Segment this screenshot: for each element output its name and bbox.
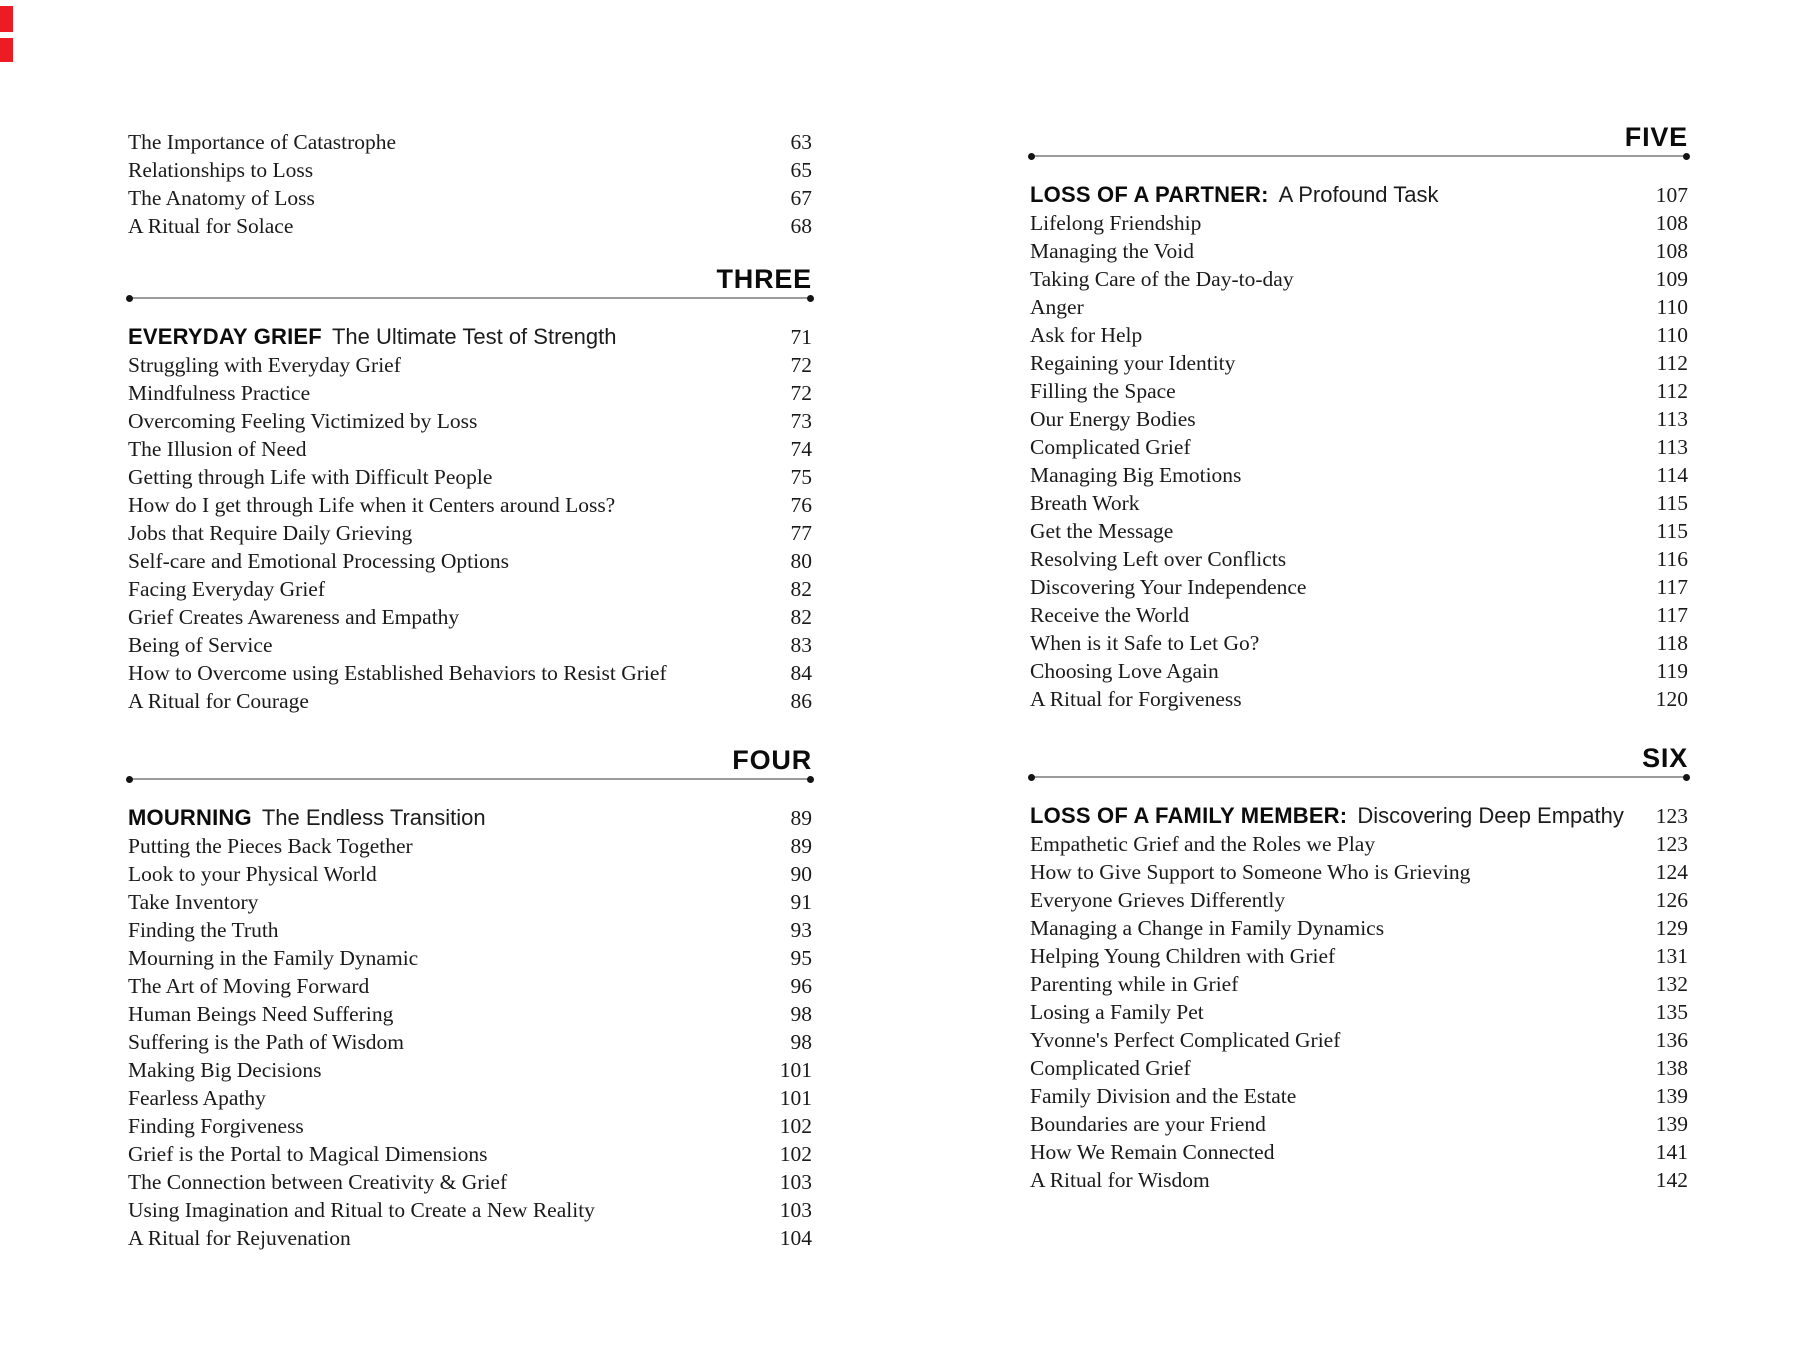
toc-item-title: Filling the Space	[1030, 379, 1176, 403]
toc-item-title: A Ritual for Rejuvenation	[128, 1226, 351, 1250]
chapter-item-list	[128, 832, 812, 1252]
toc-item-row	[1030, 489, 1688, 517]
toc-item-page: 89	[790, 834, 812, 858]
section-divider-rule	[128, 297, 812, 299]
toc-item-page: 102	[779, 1114, 812, 1138]
toc-item-page: 138	[1655, 1056, 1688, 1080]
toc-item-title: Managing the Void	[1030, 239, 1195, 263]
toc-item-page: 65	[790, 158, 812, 182]
toc-item-title: Finding the Truth	[128, 918, 279, 942]
toc-item-row	[128, 128, 812, 156]
toc-item-page: 75	[790, 465, 812, 489]
toc-item-title: How to Overcome using Established Behaviors to Resist Grief	[128, 661, 667, 685]
chapter-name: LOSS OF A FAMILY MEMBER:	[1030, 803, 1348, 828]
chapter-subtitle: Discovering Deep Empathy	[1357, 803, 1624, 828]
toc-item-page: 115	[1656, 491, 1688, 515]
toc-item-row	[1030, 601, 1688, 629]
toc-item-title: Finding Forgiveness	[128, 1114, 304, 1138]
toc-item-row	[128, 575, 812, 603]
toc-item-title: The Anatomy of Loss	[128, 186, 315, 210]
toc-item-page: 76	[790, 493, 812, 517]
chapter-subtitle: A Profound Task	[1278, 182, 1439, 207]
toc-item-row	[1030, 461, 1688, 489]
toc-item-row	[128, 860, 812, 888]
toc-item-page: 72	[790, 381, 812, 405]
toc-item-title: The Importance of Catastrophe	[128, 130, 397, 154]
toc-item-page: 117	[1656, 603, 1688, 627]
toc-item-title: Using Imagination and Ritual to Create a New Reality	[128, 1198, 595, 1222]
toc-item-page: 102	[779, 1142, 812, 1166]
toc-item-row	[128, 212, 812, 240]
toc-item-row	[1030, 349, 1688, 377]
toc-item-title: Get the Message	[1030, 519, 1174, 543]
toc-item-title: Our Energy Bodies	[1030, 407, 1196, 431]
toc-item-title: Lifelong Friendship	[1030, 211, 1202, 235]
toc-item-row	[1030, 998, 1688, 1026]
toc-item-title: Managing a Change in Family Dynamics	[1030, 916, 1385, 940]
chapter-title	[1030, 181, 1438, 209]
toc-item-title: Grief is the Portal to Magical Dimensions	[128, 1142, 488, 1166]
toc-item-page: 84	[790, 661, 812, 685]
toc-item-page: 77	[790, 521, 812, 545]
toc-item-row	[1030, 970, 1688, 998]
toc-item-title: Ask for Help	[1030, 323, 1143, 347]
toc-item-title: Boundaries are your Friend	[1030, 1112, 1266, 1136]
toc-item-title: A Ritual for Solace	[128, 214, 294, 238]
toc-item-row	[1030, 657, 1688, 685]
toc-item-page: 113	[1656, 435, 1688, 459]
toc-item-page: 115	[1656, 519, 1688, 543]
toc-item-title: When is it Safe to Let Go?	[1030, 631, 1260, 655]
toc-item-page: 109	[1655, 267, 1688, 291]
toc-item-title: How to Give Support to Someone Who is Grieving	[1030, 860, 1471, 884]
chapter-title	[128, 323, 616, 351]
toc-item-title: How do I get through Life when it Centers around Loss?	[128, 493, 616, 517]
toc-item-row	[128, 435, 812, 463]
chapter-title	[128, 804, 486, 832]
toc-item-page: 98	[790, 1002, 812, 1026]
chapter-item-list	[1030, 830, 1688, 1194]
toc-item-row	[1030, 545, 1688, 573]
toc-item-title: Breath Work	[1030, 491, 1140, 515]
toc-item-row	[128, 1168, 812, 1196]
toc-item-page: 126	[1655, 888, 1688, 912]
toc-item-title: Struggling with Everyday Grief	[128, 353, 401, 377]
toc-item-page: 112	[1656, 379, 1688, 403]
toc-item-row	[128, 603, 812, 631]
toc-item-page: 114	[1656, 463, 1688, 487]
toc-item-row	[1030, 321, 1688, 349]
toc-item-row	[1030, 629, 1688, 657]
toc-item-title: Putting the Pieces Back Together	[128, 834, 413, 858]
toc-item-row	[128, 916, 812, 944]
toc-item-title: A Ritual for Courage	[128, 689, 309, 713]
toc-item-title: Regaining your Identity	[1030, 351, 1236, 375]
toc-item-row	[1030, 914, 1688, 942]
toc-item-page: 141	[1655, 1140, 1688, 1164]
toc-item-row	[128, 832, 812, 860]
toc-item-title: Self-care and Emotional Processing Options	[128, 549, 509, 573]
chapter-page: 123	[1655, 804, 1688, 828]
toc-item-row	[128, 659, 812, 687]
toc-item-page: 108	[1655, 211, 1688, 235]
toc-item-row	[1030, 942, 1688, 970]
toc-continued-list	[128, 128, 812, 240]
toc-item-page: 135	[1655, 1000, 1688, 1024]
toc-item-page: 139	[1655, 1112, 1688, 1136]
toc-left-column	[128, 0, 812, 1252]
chapter-title	[1030, 802, 1624, 830]
toc-item-title: A Ritual for Wisdom	[1030, 1168, 1210, 1192]
chapter-row	[1030, 181, 1688, 209]
toc-item-page: 116	[1656, 547, 1688, 571]
toc-item-page: 117	[1656, 575, 1688, 599]
toc-item-row	[128, 407, 812, 435]
toc-item-row	[1030, 685, 1688, 713]
toc-item-row	[1030, 830, 1688, 858]
toc-item-page: 96	[790, 974, 812, 998]
chapter-item-list	[128, 351, 812, 715]
toc-item-title: Making Big Decisions	[128, 1058, 322, 1082]
toc-item-page: 110	[1656, 323, 1688, 347]
section-number-label: THREE	[716, 264, 812, 294]
toc-item-title: Facing Everyday Grief	[128, 577, 326, 601]
toc-item-title: Grief Creates Awareness and Empathy	[128, 605, 460, 629]
toc-item-title: Getting through Life with Difficult People	[128, 465, 493, 489]
toc-item-page: 139	[1655, 1084, 1688, 1108]
toc-item-page: 132	[1655, 972, 1688, 996]
toc-item-page: 120	[1655, 687, 1688, 711]
toc-item-title: Anger	[1030, 295, 1084, 319]
toc-item-title: Look to your Physical World	[128, 862, 377, 886]
toc-item-page: 124	[1655, 860, 1688, 884]
toc-section	[128, 745, 812, 1252]
toc-item-row	[128, 519, 812, 547]
toc-item-row	[1030, 1138, 1688, 1166]
toc-item-row	[128, 491, 812, 519]
toc-item-title: The Art of Moving Forward	[128, 974, 370, 998]
toc-item-page: 119	[1656, 659, 1688, 683]
toc-item-row	[128, 1084, 812, 1112]
toc-item-page: 103	[779, 1170, 812, 1194]
chapter-row	[128, 804, 812, 832]
toc-item-page: 123	[1655, 832, 1688, 856]
chapter-item-list	[1030, 209, 1688, 713]
toc-item-title: Empathetic Grief and the Roles we Play	[1030, 832, 1376, 856]
toc-item-row	[128, 687, 812, 715]
toc-item-page: 136	[1655, 1028, 1688, 1052]
section-divider-rule	[1030, 155, 1688, 157]
toc-item-row	[1030, 377, 1688, 405]
toc-item-row	[128, 184, 812, 212]
toc-item-title: Parenting while in Grief	[1030, 972, 1239, 996]
section-divider-rule	[128, 778, 812, 780]
toc-item-page: 101	[779, 1058, 812, 1082]
toc-item-page: 131	[1655, 944, 1688, 968]
toc-item-title: Family Division and the Estate	[1030, 1084, 1297, 1108]
toc-item-title: Taking Care of the Day-to-day	[1030, 267, 1294, 291]
toc-item-row	[1030, 265, 1688, 293]
toc-item-page: 63	[790, 130, 812, 154]
toc-item-row	[1030, 405, 1688, 433]
toc-item-title: The Connection between Creativity & Grief	[128, 1170, 508, 1194]
toc-item-row	[1030, 517, 1688, 545]
toc-item-row	[128, 156, 812, 184]
toc-section	[1030, 122, 1688, 713]
chapter-page: 107	[1655, 183, 1688, 207]
toc-item-page: 110	[1656, 295, 1688, 319]
toc-item-row	[128, 351, 812, 379]
toc-item-row	[128, 1028, 812, 1056]
toc-section	[1030, 743, 1688, 1194]
toc-right-column	[1030, 0, 1688, 1194]
toc-item-title: Resolving Left over Conflicts	[1030, 547, 1287, 571]
red-edge-mark	[0, 38, 13, 62]
toc-item-page: 83	[790, 633, 812, 657]
toc-item-row	[128, 944, 812, 972]
toc-item-title: Being of Service	[128, 633, 273, 657]
chapter-name: MOURNING	[128, 805, 252, 830]
toc-item-title: Helping Young Children with Grief	[1030, 944, 1336, 968]
section-divider-rule	[1030, 776, 1688, 778]
toc-item-row	[1030, 573, 1688, 601]
toc-item-page: 108	[1655, 239, 1688, 263]
toc-item-page: 80	[790, 549, 812, 573]
toc-item-title: A Ritual for Forgiveness	[1030, 687, 1242, 711]
toc-item-title: Everyone Grieves Differently	[1030, 888, 1286, 912]
red-edge-mark	[0, 6, 13, 32]
section-number-label: FOUR	[732, 745, 812, 775]
toc-item-page: 118	[1656, 631, 1688, 655]
chapter-row	[1030, 802, 1688, 830]
toc-item-title: Suffering is the Path of Wisdom	[128, 1030, 405, 1054]
toc-item-page: 68	[790, 214, 812, 238]
toc-item-title: Yvonne's Perfect Complicated Grief	[1030, 1028, 1341, 1052]
toc-item-row	[1030, 858, 1688, 886]
toc-item-row	[1030, 209, 1688, 237]
toc-item-row	[128, 463, 812, 491]
chapter-subtitle: The Endless Transition	[261, 805, 486, 830]
toc-item-row	[128, 1196, 812, 1224]
toc-item-title: Overcoming Feeling Victimized by Loss	[128, 409, 478, 433]
toc-item-row	[1030, 433, 1688, 461]
chapter-subtitle: The Ultimate Test of Strength	[331, 324, 617, 349]
toc-item-row	[128, 547, 812, 575]
toc-item-row	[128, 1000, 812, 1028]
toc-item-page: 93	[790, 918, 812, 942]
toc-item-title: Mourning in the Family Dynamic	[128, 946, 419, 970]
toc-item-page: 101	[779, 1086, 812, 1110]
toc-item-page: 82	[790, 605, 812, 629]
toc-item-title: Losing a Family Pet	[1030, 1000, 1204, 1024]
toc-item-title: Take Inventory	[128, 890, 259, 914]
toc-item-row	[128, 888, 812, 916]
toc-item-page: 82	[790, 577, 812, 601]
toc-item-page: 73	[790, 409, 812, 433]
toc-item-page: 72	[790, 353, 812, 377]
toc-item-title: Fearless Apathy	[128, 1086, 266, 1110]
toc-item-row	[1030, 293, 1688, 321]
toc-item-page: 90	[790, 862, 812, 886]
toc-item-title: The Illusion of Need	[128, 437, 307, 461]
toc-item-page: 67	[790, 186, 812, 210]
toc-item-row	[1030, 1026, 1688, 1054]
toc-item-row	[128, 972, 812, 1000]
toc-item-page: 86	[790, 689, 812, 713]
chapter-row	[128, 323, 812, 351]
toc-item-page: 142	[1655, 1168, 1688, 1192]
toc-item-row	[128, 379, 812, 407]
section-number-label: SIX	[1642, 743, 1688, 773]
toc-item-page: 129	[1655, 916, 1688, 940]
toc-item-title: Complicated Grief	[1030, 435, 1191, 459]
chapter-name: EVERYDAY GRIEF	[128, 324, 322, 349]
chapter-name: LOSS OF A PARTNER:	[1030, 182, 1269, 207]
section-number-label: FIVE	[1624, 122, 1688, 152]
toc-item-page: 91	[790, 890, 812, 914]
chapter-page: 71	[790, 325, 812, 349]
toc-item-title: Complicated Grief	[1030, 1056, 1191, 1080]
toc-item-title: Relationships to Loss	[128, 158, 314, 182]
toc-item-row	[1030, 1082, 1688, 1110]
toc-item-title: Managing Big Emotions	[1030, 463, 1242, 487]
toc-item-row	[1030, 1166, 1688, 1194]
toc-item-title: Mindfulness Practice	[128, 381, 311, 405]
toc-item-title: Discovering Your Independence	[1030, 575, 1307, 599]
toc-item-row	[128, 1224, 812, 1252]
toc-item-row	[128, 1112, 812, 1140]
toc-item-row	[1030, 1110, 1688, 1138]
toc-item-title: Human Beings Need Suffering	[128, 1002, 394, 1026]
toc-item-page: 104	[779, 1226, 812, 1250]
toc-item-page: 112	[1656, 351, 1688, 375]
toc-item-page: 103	[779, 1198, 812, 1222]
toc-item-row	[1030, 237, 1688, 265]
toc-item-page: 95	[790, 946, 812, 970]
chapter-page: 89	[790, 806, 812, 830]
toc-item-page: 98	[790, 1030, 812, 1054]
toc-item-page: 113	[1656, 407, 1688, 431]
toc-item-row	[128, 631, 812, 659]
toc-item-row	[1030, 1054, 1688, 1082]
toc-item-row	[128, 1056, 812, 1084]
toc-section	[128, 264, 812, 715]
toc-item-title: Receive the World	[1030, 603, 1190, 627]
toc-item-page: 74	[790, 437, 812, 461]
toc-item-row	[128, 1140, 812, 1168]
toc-item-title: Jobs that Require Daily Grieving	[128, 521, 413, 545]
toc-item-title: Choosing Love Again	[1030, 659, 1219, 683]
toc-item-row	[1030, 886, 1688, 914]
toc-item-title: How We Remain Connected	[1030, 1140, 1275, 1164]
